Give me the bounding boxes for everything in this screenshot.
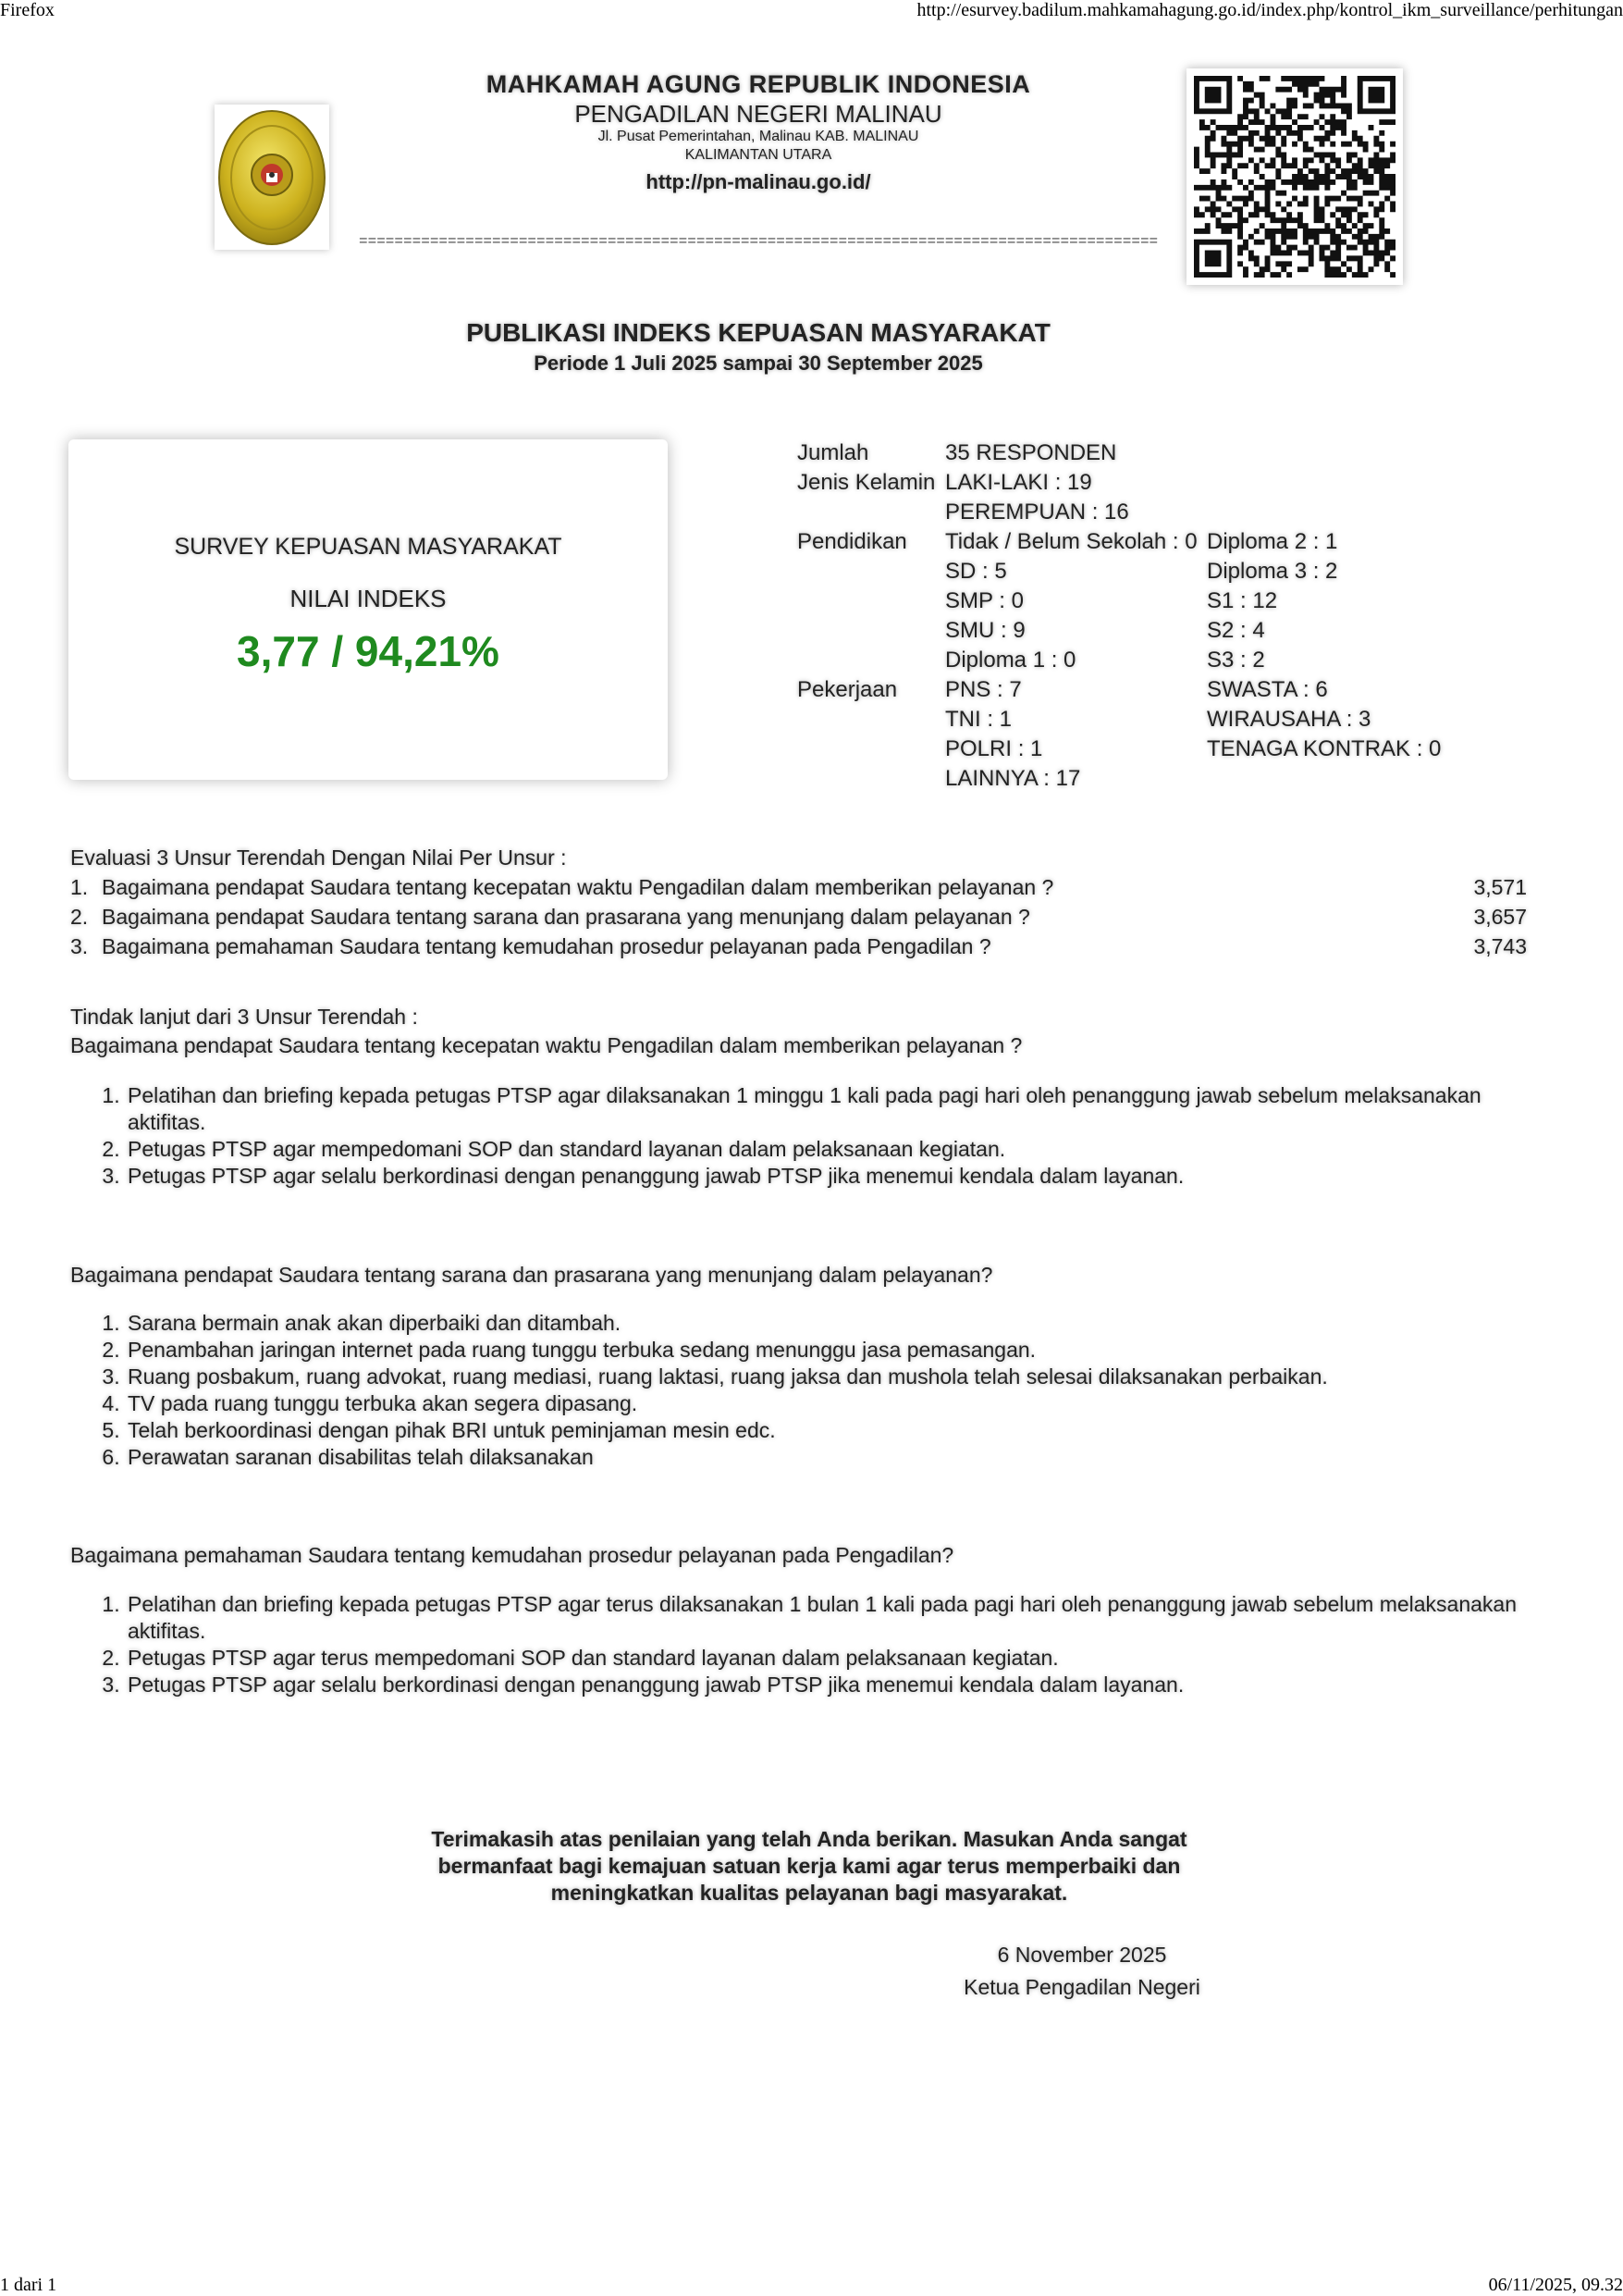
qr-code-icon [1187,68,1403,285]
evaluation-num: 3. [70,934,89,958]
evaluation-heading [70,843,1527,872]
court-logo [215,105,329,250]
demo-edu-item: Diploma 2 : 1 [1207,529,1338,554]
letterhead [351,68,1165,198]
demo-edu-item: Tidak / Belum Sekolah : 0 [945,529,1198,554]
evaluation-num: 1. [70,875,89,899]
action-item: 1. Pelatihan dan briefing kepada petugas PTSP agar dilaksanakan 1 minggu 1 kali pada pagi hari oleh penanggung jawab sebelum melaksanakan aktifitas. [126,1082,1550,1136]
demo-job-item: PNS : 7 [945,677,1022,702]
index-label: SURVEY KEPUASAN MASYARAKAT [174,534,562,560]
print-footer-page: 1 dari 1 [0,2275,57,2295]
demo-gender-male: LAKI-LAKI : 19 [945,470,1092,495]
demo-edu-item: S3 : 2 [1207,648,1265,673]
evaluation-heading-text: Evaluasi 3 Unsur Terendah Dengan Nilai Per Unsur : [70,846,567,870]
action-item: 3. Petugas PTSP agar selalu berkordinasi dengan penanggung jawab PTSP jika menemui kendala dalam layanan. [126,1163,1550,1190]
action-item: 2. Petugas PTSP agar terus mempedomani SOP dan standard layanan dalam pelaksanaan kegiatan. [126,1645,1550,1672]
followup-question-1: Bagaimana pendapat Saudara tentang kecepatan waktu Pengadilan dalam memberikan pelayanan ? [70,1033,1023,1057]
evaluation-value: 3,743 [1473,934,1527,958]
signature-date: 6 November 2025 [997,1943,1167,1967]
index-value: 3,77 / 94,21% [237,627,499,675]
demo-edu-item: S1 : 12 [1207,588,1278,613]
print-header-browser: Firefox [0,0,55,20]
demo-job-item: LAINNYA : 17 [945,766,1081,791]
evaluation-value: 3,571 [1473,875,1527,899]
address-line-2: KALIMANTAN UTARA [684,147,832,163]
evaluation-section [70,843,1527,961]
evaluation-value: 3,657 [1473,905,1527,929]
evaluation-row [70,902,1527,932]
evaluation-question: Bagaimana pemahaman Saudara tentang kemudahan prosedur pelayanan pada Pengadilan ? [102,934,991,958]
court-emblem-icon [217,108,326,247]
demo-jumlah-label: Jumlah [797,440,869,465]
action-item: 3. Petugas PTSP agar selalu berkordinasi dengan penanggung jawab PTSP jika menemui kendala dalam layanan. [126,1672,1550,1698]
evaluation-row [70,932,1527,961]
qr-code [1187,68,1403,285]
letterhead-divider: ========================================================================================== [359,235,1159,248]
demo-job-item: WIRAUSAHA : 3 [1207,707,1371,732]
demo-job-item: TENAGA KONTRAK : 0 [1207,736,1442,761]
followup-actions-2 [70,1310,1550,1471]
evaluation-question: Bagaimana pendapat Saudara tentang kecepatan waktu Pengadilan dalam memberikan pelayanan ? [102,875,1054,899]
demo-job-item: SWASTA : 6 [1207,677,1328,702]
print-footer-datetime: 06/11/2025, 09.32 [1488,2275,1623,2295]
action-item: 5. Telah berkoordinasi dengan pihak BRI untuk peminjaman mesin edc. [126,1417,1550,1444]
court-website: http://pn-malinau.go.id/ [646,170,871,193]
signature-block [925,1939,1239,2004]
followup-actions-1 [70,1082,1550,1190]
demo-edu-item: SMP : 0 [945,588,1024,613]
action-item: 2. Penambahan jaringan internet pada ruang tunggu terbuka sedang menunggu jasa pemasangan. [126,1337,1550,1364]
demo-job-label: Pekerjaan [797,677,898,702]
evaluation-row [70,872,1527,902]
thanks-note: Terimakasih atas penilaian yang telah Anda berikan. Masukan Anda sangat bermanfaat bagi kemajuan satuan kerja kami agar terus memperbaiki dan meningkatkan kualitas pelayanan bagi masyarakat. [431,1827,1187,1905]
followup-question-2: Bagaimana pendapat Saudara tentang sarana dan prasarana yang menunjang dalam pelayanan? [70,1263,993,1287]
court-name: PENGADILAN NEGERI MALINAU [574,100,942,128]
demo-job-item: TNI : 1 [945,707,1013,732]
index-card [68,439,668,780]
demo-edu-label: Pendidikan [797,529,907,554]
followup-heading: Tindak lanjut dari 3 Unsur Terendah : [70,1005,418,1029]
demo-jumlah-value: 35 RESPONDEN [945,440,1117,465]
demo-edu-item: S2 : 4 [1207,618,1265,643]
demo-edu-item: Diploma 3 : 2 [1207,559,1338,584]
org-name: MAHKAMAH AGUNG REPUBLIK INDONESIA [486,70,1031,98]
evaluation-num: 2. [70,905,89,929]
signature-title: Ketua Pengadilan Negeri [964,1975,1200,1999]
demo-gender-label: Jenis Kelamin [797,470,936,495]
title-period: Periode 1 Juli 2025 sampai 30 September 2025 [534,352,983,375]
demo-gender-female: PEREMPUAN : 16 [945,500,1129,525]
action-item: 1. Sarana bermain anak akan diperbaiki dan ditambah. [126,1310,1550,1337]
report-title [0,316,1517,377]
action-item: 6. Perawatan saranan disabilitas telah dilaksanakan [126,1444,1550,1471]
action-item: 1. Pelatihan dan briefing kepada petugas PTSP agar terus dilaksanakan 1 bulan 1 kali pada pagi hari oleh penanggung jawab sebelum melaksanakan aktifitas. [126,1591,1550,1645]
followup-actions-3 [70,1591,1550,1698]
print-header-url: http://esurvey.badilum.mahkamahagung.go.id/index.php/kontrol_ikm_surveillance/perhitungan [916,0,1623,20]
title-main: PUBLIKASI INDEKS KEPUASAN MASYARAKAT [466,318,1051,347]
demo-edu-item: SD : 5 [945,559,1007,584]
action-item: 4. TV pada ruang tunggu terbuka akan segera dipasang. [126,1390,1550,1417]
action-item: 3. Ruang posbakum, ruang advokat, ruang mediasi, ruang laktasi, ruang jaksa dan mushola telah selesai dilaksanakan perbaikan. [126,1364,1550,1390]
demo-job-item: POLRI : 1 [945,736,1043,761]
index-sublabel: NILAI INDEKS [289,585,447,612]
evaluation-question: Bagaimana pendapat Saudara tentang sarana dan prasarana yang menunjang dalam pelayanan ? [102,905,1030,929]
action-item: 2. Petugas PTSP agar mempedomani SOP dan standard layanan dalam pelaksanaan kegiatan. [126,1136,1550,1163]
demo-edu-item: Diploma 1 : 0 [945,648,1076,673]
demo-edu-item: SMU : 9 [945,618,1026,643]
followup-question-3: Bagaimana pemahaman Saudara tentang kemudahan prosedur pelayanan pada Pengadilan? [70,1543,954,1567]
address-line-1: Jl. Pusat Pemerintahan, Malinau KAB. MALINAU [597,129,919,144]
